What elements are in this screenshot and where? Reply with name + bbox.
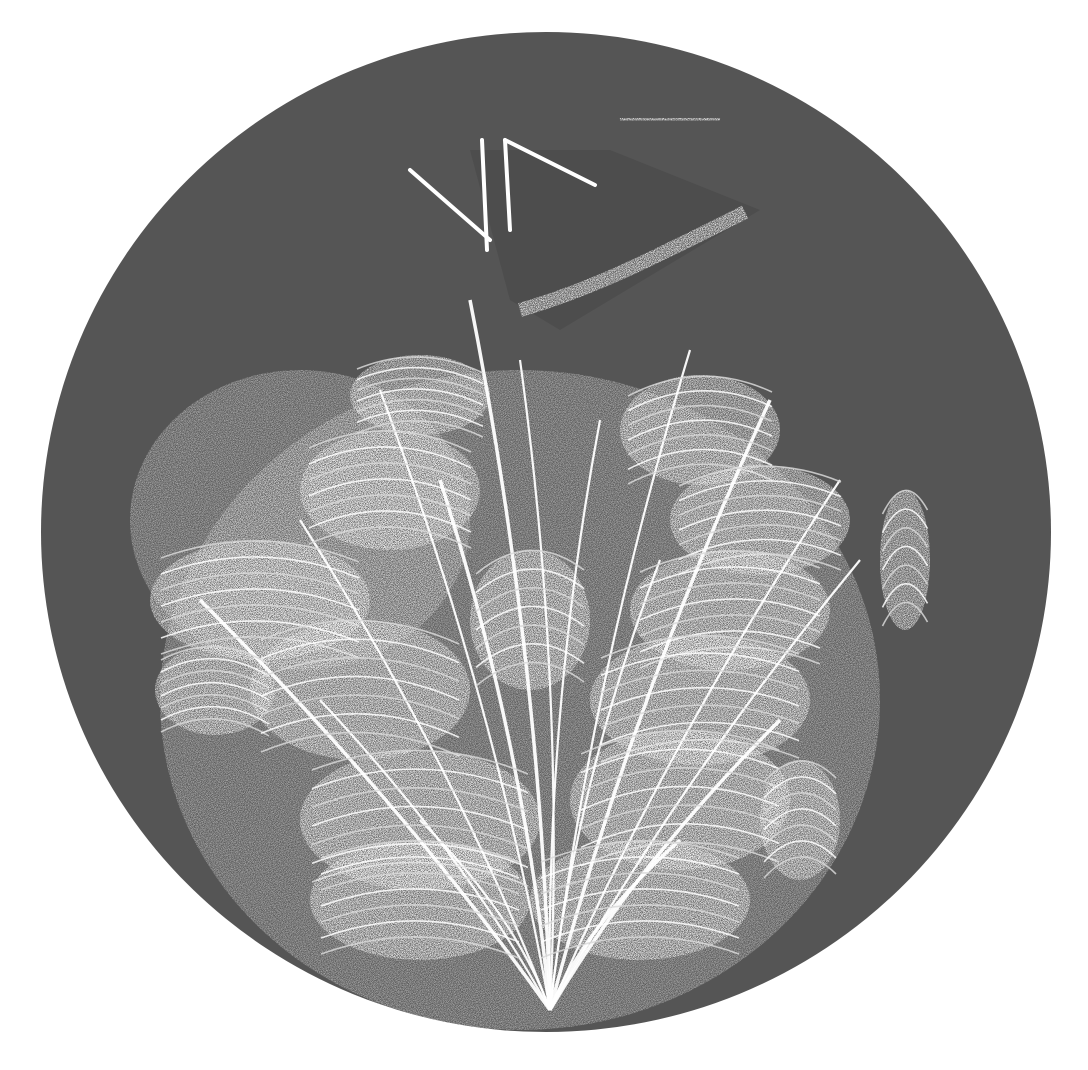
ice-fringe-top (620, 119, 720, 121)
feather-frond (760, 760, 840, 880)
feather-frond (250, 620, 470, 760)
feather-frond (880, 490, 930, 630)
feather-frond (300, 430, 480, 550)
feather-frond (530, 840, 750, 960)
feather-frond (470, 550, 590, 690)
feather-frond (310, 840, 530, 960)
